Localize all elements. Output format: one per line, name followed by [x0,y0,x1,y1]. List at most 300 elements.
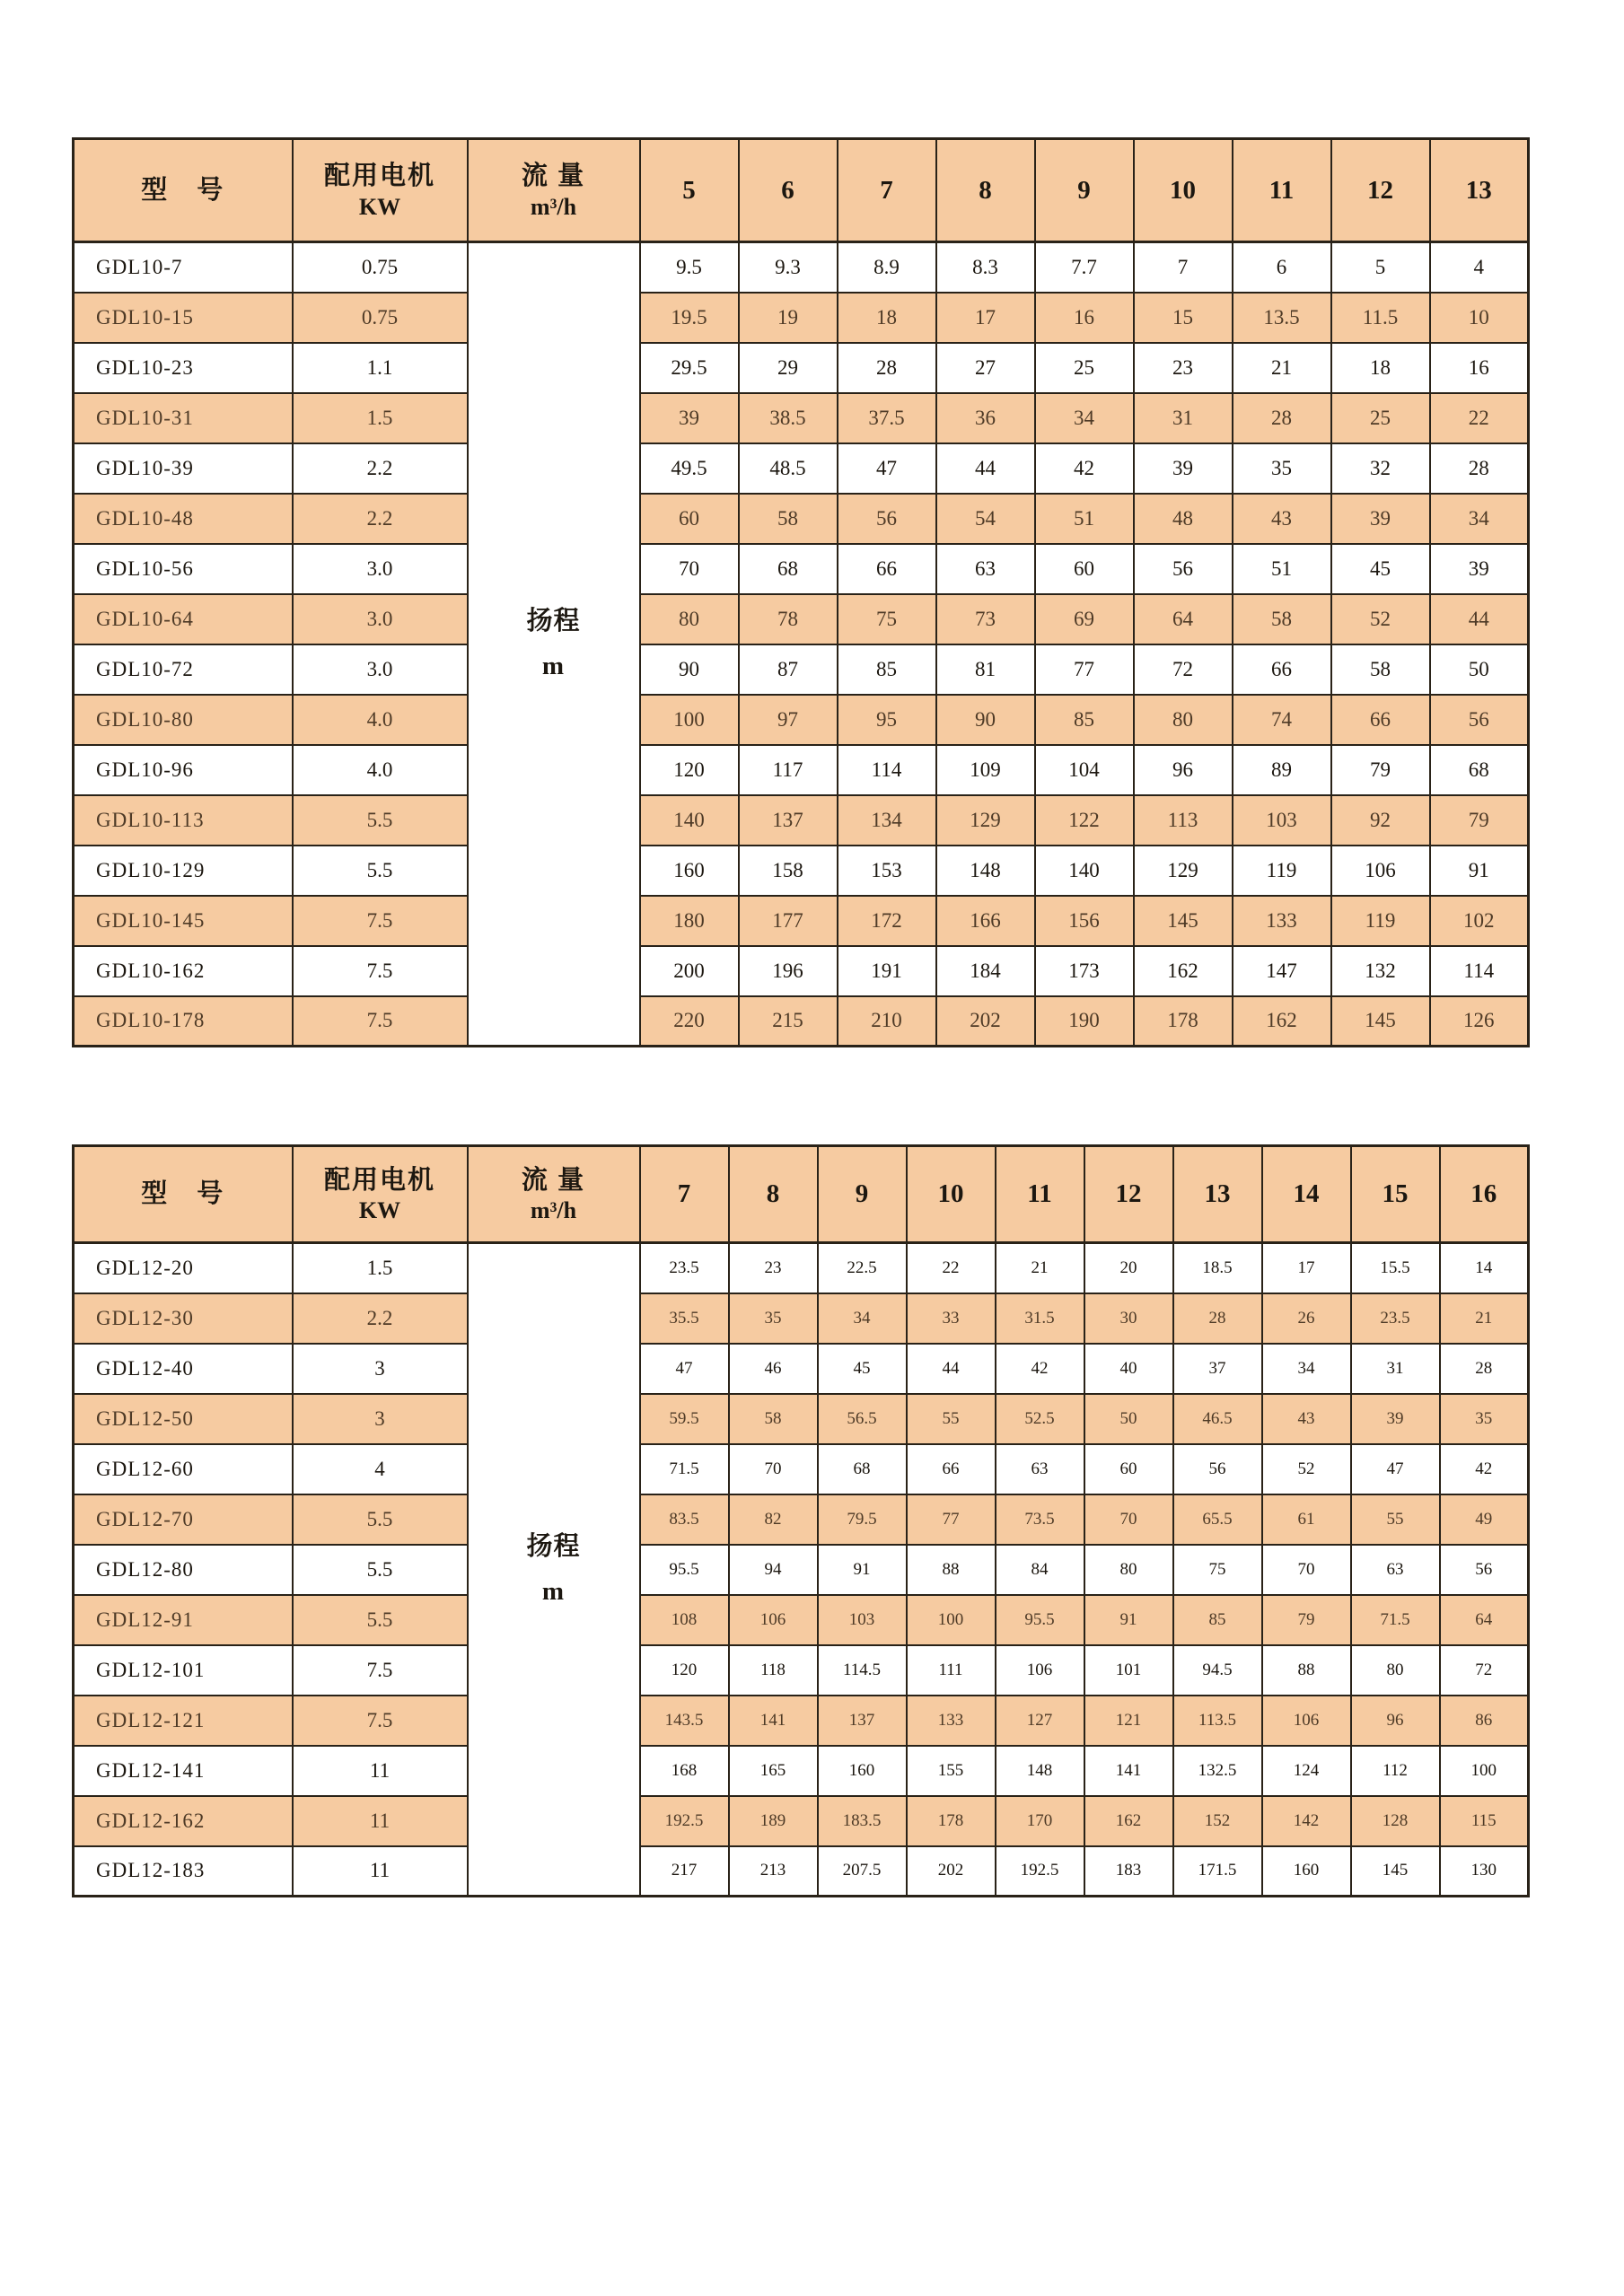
value-cell: 39 [1430,544,1529,594]
value-cell: 121 [1084,1696,1173,1746]
value-cell: 64 [1134,594,1233,644]
value-cell: 189 [729,1796,818,1846]
model-cell: GDL12-50 [74,1394,293,1444]
value-cell: 72 [1440,1645,1529,1696]
model-cell: GDL10-7 [74,242,293,293]
value-cell: 75 [1173,1545,1262,1595]
value-cell: 215 [739,996,838,1047]
value-cell: 141 [1084,1746,1173,1796]
table-row [74,1344,1529,1394]
flow-header-label: 流 量 [521,1165,586,1195]
flow-value-header: 9 [818,1146,907,1243]
model-cell: GDL10-113 [74,795,293,846]
value-cell: 35 [729,1293,818,1344]
value-cell: 68 [818,1444,907,1494]
value-cell: 17 [1262,1243,1351,1293]
value-cell: 35 [1233,443,1331,494]
value-cell: 34 [1430,494,1529,544]
value-cell: 70 [729,1444,818,1494]
value-cell: 106 [1262,1696,1351,1746]
value-cell: 92 [1331,795,1430,846]
model-column-header [74,1146,293,1243]
table-row [74,644,1529,695]
kw-cell: 1.5 [293,1243,468,1293]
value-cell: 72 [1134,644,1233,695]
gdl10-table-body [74,242,1529,1047]
value-cell: 9.5 [640,242,739,293]
value-cell: 119 [1233,846,1331,896]
value-cell: 39 [1134,443,1233,494]
value-cell: 104 [1035,745,1134,795]
kw-cell: 4 [293,1444,468,1494]
value-cell: 42 [1035,443,1134,494]
value-cell: 73 [936,594,1035,644]
value-cell: 34 [1035,393,1134,443]
kw-cell: 3.0 [293,544,468,594]
model-cell: GDL12-101 [74,1645,293,1696]
value-cell: 148 [996,1746,1084,1796]
table-row [74,946,1529,996]
value-cell: 160 [1262,1846,1351,1897]
value-cell: 80 [640,594,739,644]
flow-value-header: 8 [936,139,1035,242]
value-cell: 16 [1035,293,1134,343]
value-cell: 66 [1331,695,1430,745]
value-cell: 56 [1134,544,1233,594]
value-cell: 39 [1351,1394,1440,1444]
value-cell: 178 [907,1796,996,1846]
value-cell: 6 [1233,242,1331,293]
value-cell: 147 [1233,946,1331,996]
value-cell: 77 [907,1494,996,1545]
value-cell: 18.5 [1173,1243,1262,1293]
value-cell: 23 [1134,343,1233,393]
motor-column-header [293,1146,468,1243]
value-cell: 52 [1331,594,1430,644]
value-cell: 91 [818,1545,907,1595]
value-cell: 141 [729,1696,818,1746]
value-cell: 55 [1351,1494,1440,1545]
value-cell: 22 [907,1243,996,1293]
value-cell: 46.5 [1173,1394,1262,1444]
value-cell: 8.9 [838,242,936,293]
gdl12-table-body [74,1243,1529,1897]
table-row [74,896,1529,946]
value-cell: 21 [996,1243,1084,1293]
flow-value-header: 12 [1084,1146,1173,1243]
value-cell: 32 [1331,443,1430,494]
model-cell: GDL12-60 [74,1444,293,1494]
value-cell: 78 [739,594,838,644]
kw-cell: 2.2 [293,1293,468,1344]
value-cell: 202 [907,1846,996,1897]
value-cell: 180 [640,896,739,946]
value-cell: 113.5 [1173,1696,1262,1746]
table-row [74,594,1529,644]
value-cell: 49 [1440,1494,1529,1545]
value-cell: 173 [1035,946,1134,996]
value-cell: 120 [640,1645,729,1696]
value-cell: 58 [1233,594,1331,644]
flow-value-header: 10 [1134,139,1233,242]
value-cell: 11.5 [1331,293,1430,343]
value-cell: 108 [640,1595,729,1645]
value-cell: 85 [1173,1595,1262,1645]
value-cell: 158 [739,846,838,896]
value-cell: 148 [936,846,1035,896]
model-cell: GDL12-40 [74,1344,293,1394]
value-cell: 28 [838,343,936,393]
value-cell: 191 [838,946,936,996]
kw-cell: 7.5 [293,1645,468,1696]
model-cell: GDL12-162 [74,1796,293,1846]
value-cell: 145 [1134,896,1233,946]
value-cell: 7.7 [1035,242,1134,293]
value-cell: 7 [1134,242,1233,293]
value-cell: 102 [1430,896,1529,946]
value-cell: 70 [640,544,739,594]
table-row [74,1796,1529,1846]
value-cell: 51 [1035,494,1134,544]
value-cell: 74 [1233,695,1331,745]
kw-cell: 4.0 [293,745,468,795]
value-cell: 25 [1035,343,1134,393]
kw-cell: 5.5 [293,795,468,846]
value-cell: 133 [1233,896,1331,946]
table-row [74,996,1529,1047]
value-cell: 114.5 [818,1645,907,1696]
value-cell: 77 [1035,644,1134,695]
value-cell: 65.5 [1173,1494,1262,1545]
value-cell: 8.3 [936,242,1035,293]
value-cell: 56 [1173,1444,1262,1494]
value-cell: 35 [1440,1394,1529,1444]
value-cell: 87 [739,644,838,695]
value-cell: 47 [1351,1444,1440,1494]
value-cell: 70 [1084,1494,1173,1545]
value-cell: 19 [739,293,838,343]
value-cell: 115 [1440,1796,1529,1846]
value-cell: 15 [1134,293,1233,343]
value-cell: 160 [818,1746,907,1796]
model-cell: GDL12-121 [74,1696,293,1746]
table-row [74,1746,1529,1796]
kw-cell: 11 [293,1746,468,1796]
value-cell: 183.5 [818,1796,907,1846]
value-cell: 35.5 [640,1293,729,1344]
model-column-header [74,139,293,242]
value-cell: 43 [1262,1394,1351,1444]
value-cell: 23 [729,1243,818,1293]
flow-header-unit: m³/h [530,1197,577,1224]
value-cell: 162 [1233,996,1331,1047]
value-cell: 47 [838,443,936,494]
model-cell: GDL10-48 [74,494,293,544]
table-row [74,293,1529,343]
value-cell: 52 [1262,1444,1351,1494]
value-cell: 21 [1440,1293,1529,1344]
value-cell: 63 [1351,1545,1440,1595]
value-cell: 83.5 [640,1494,729,1545]
value-cell: 129 [936,795,1035,846]
value-cell: 109 [936,745,1035,795]
motor-header-unit: KW [358,1197,401,1224]
value-cell: 155 [907,1746,996,1796]
value-cell: 88 [1262,1645,1351,1696]
value-cell: 143.5 [640,1696,729,1746]
lift-label-cell: 扬程 m [468,242,640,1047]
value-cell: 18 [838,293,936,343]
value-cell: 46 [729,1344,818,1394]
table-row [74,393,1529,443]
value-cell: 43 [1233,494,1331,544]
model-cell: GDL10-31 [74,393,293,443]
value-cell: 66 [1233,644,1331,695]
value-cell: 124 [1262,1746,1351,1796]
flow-column-header [468,1146,640,1243]
model-cell: GDL10-178 [74,996,293,1047]
value-cell: 28 [1173,1293,1262,1344]
gdl12-spec-table [72,1144,1530,1897]
value-cell: 170 [996,1796,1084,1846]
value-cell: 145 [1331,996,1430,1047]
flow-value-header: 6 [739,139,838,242]
value-cell: 60 [640,494,739,544]
value-cell: 26 [1262,1293,1351,1344]
value-cell: 103 [818,1595,907,1645]
value-cell: 39 [640,393,739,443]
value-cell: 114 [1430,946,1529,996]
value-cell: 63 [996,1444,1084,1494]
value-cell: 134 [838,795,936,846]
value-cell: 86 [1440,1696,1529,1746]
kw-cell: 7.5 [293,946,468,996]
kw-cell: 5.5 [293,846,468,896]
table-row [74,1545,1529,1595]
value-cell: 48.5 [739,443,838,494]
kw-cell: 7.5 [293,996,468,1047]
value-cell: 52.5 [996,1394,1084,1444]
value-cell: 112 [1351,1746,1440,1796]
value-cell: 22.5 [818,1243,907,1293]
value-cell: 14 [1440,1243,1529,1293]
value-cell: 9.3 [739,242,838,293]
value-cell: 137 [818,1696,907,1746]
value-cell: 190 [1035,996,1134,1047]
value-cell: 68 [739,544,838,594]
model-cell: GDL12-183 [74,1846,293,1897]
value-cell: 140 [1035,846,1134,896]
value-cell: 44 [936,443,1035,494]
value-cell: 213 [729,1846,818,1897]
value-cell: 85 [838,644,936,695]
value-cell: 97 [739,695,838,745]
value-cell: 64 [1440,1595,1529,1645]
kw-cell: 5.5 [293,1494,468,1545]
value-cell: 207.5 [818,1846,907,1897]
model-cell: GDL10-129 [74,846,293,896]
flow-header-label: 流 量 [521,162,586,191]
value-cell: 66 [907,1444,996,1494]
value-cell: 145 [1351,1846,1440,1897]
value-cell: 54 [936,494,1035,544]
value-cell: 23.5 [640,1243,729,1293]
value-cell: 177 [739,896,838,946]
value-cell: 137 [739,795,838,846]
value-cell: 184 [936,946,1035,996]
value-cell: 28 [1233,393,1331,443]
value-cell: 28 [1430,443,1529,494]
value-cell: 120 [640,745,739,795]
table-row [74,1293,1529,1344]
kw-cell: 3.0 [293,644,468,695]
gdl10-spec-table [72,137,1530,1047]
value-cell: 38.5 [739,393,838,443]
value-cell: 114 [838,745,936,795]
value-cell: 25 [1331,393,1430,443]
value-cell: 73.5 [996,1494,1084,1545]
value-cell: 45 [1331,544,1430,594]
flow-value-header: 11 [1233,139,1331,242]
value-cell: 42 [1440,1444,1529,1494]
value-cell: 81 [936,644,1035,695]
value-cell: 58 [1331,644,1430,695]
model-cell: GDL12-141 [74,1746,293,1796]
motor-header-unit: KW [358,193,401,220]
value-cell: 58 [729,1394,818,1444]
value-cell: 162 [1084,1796,1173,1846]
value-cell: 95.5 [996,1595,1084,1645]
value-cell: 37.5 [838,393,936,443]
table-row [74,1696,1529,1746]
motor-header-label: 配用电机 [323,162,435,191]
value-cell: 106 [996,1645,1084,1696]
value-cell: 100 [640,695,739,745]
flow-column-header [468,139,640,242]
value-cell: 220 [640,996,739,1047]
value-cell: 118 [729,1645,818,1696]
value-cell: 128 [1351,1796,1440,1846]
value-cell: 44 [907,1344,996,1394]
model-cell: GDL10-56 [74,544,293,594]
model-cell: GDL12-70 [74,1494,293,1545]
value-cell: 47 [640,1344,729,1394]
value-cell: 95 [838,695,936,745]
table-row [74,1645,1529,1696]
value-cell: 101 [1084,1645,1173,1696]
value-cell: 127 [996,1696,1084,1746]
table-row [74,1846,1529,1897]
value-cell: 56.5 [818,1394,907,1444]
value-cell: 200 [640,946,739,996]
model-cell: GDL10-145 [74,896,293,946]
value-cell: 142 [1262,1796,1351,1846]
value-cell: 61 [1262,1494,1351,1545]
value-cell: 91 [1084,1595,1173,1645]
value-cell: 80 [1351,1645,1440,1696]
value-cell: 100 [907,1595,996,1645]
model-header-label: 型 号 [141,1179,225,1209]
value-cell: 27 [936,343,1035,393]
flow-value-header: 15 [1351,1146,1440,1243]
value-cell: 71.5 [640,1444,729,1494]
value-cell: 58 [739,494,838,544]
value-cell: 160 [640,846,739,896]
flow-header-unit: m³/h [530,193,577,220]
value-cell: 59.5 [640,1394,729,1444]
value-cell: 126 [1430,996,1529,1047]
value-cell: 117 [739,745,838,795]
value-cell: 69 [1035,594,1134,644]
value-cell: 84 [996,1545,1084,1595]
value-cell: 79 [1262,1595,1351,1645]
value-cell: 85 [1035,695,1134,745]
value-cell: 95.5 [640,1545,729,1595]
value-cell: 172 [838,896,936,946]
table-row [74,1494,1529,1545]
flow-value-header: 7 [640,1146,729,1243]
value-cell: 90 [640,644,739,695]
kw-cell: 3.0 [293,594,468,644]
table-row [74,443,1529,494]
value-cell: 29 [739,343,838,393]
value-cell: 21 [1233,343,1331,393]
value-cell: 60 [1035,544,1134,594]
value-cell: 113 [1134,795,1233,846]
value-cell: 31.5 [996,1293,1084,1344]
flow-value-header: 14 [1262,1146,1351,1243]
value-cell: 183 [1084,1846,1173,1897]
value-cell: 202 [936,996,1035,1047]
value-cell: 4 [1430,242,1529,293]
table-row [74,494,1529,544]
value-cell: 82 [729,1494,818,1545]
value-cell: 34 [1262,1344,1351,1394]
kw-cell: 5.5 [293,1545,468,1595]
value-cell: 36 [936,393,1035,443]
value-cell: 60 [1084,1444,1173,1494]
kw-cell: 0.75 [293,293,468,343]
value-cell: 96 [1134,745,1233,795]
value-cell: 94 [729,1545,818,1595]
flow-value-header: 5 [640,139,739,242]
model-cell: GDL10-15 [74,293,293,343]
value-cell: 56 [1440,1545,1529,1595]
model-cell: GDL10-23 [74,343,293,393]
value-cell: 33 [907,1293,996,1344]
table-row [74,343,1529,393]
model-cell: GDL10-72 [74,644,293,695]
value-cell: 80 [1134,695,1233,745]
value-cell: 29.5 [640,343,739,393]
table-row [74,695,1529,745]
model-cell: GDL10-39 [74,443,293,494]
value-cell: 132 [1331,946,1430,996]
value-cell: 119 [1331,896,1430,946]
flow-value-header: 13 [1430,139,1529,242]
model-cell: GDL12-91 [74,1595,293,1645]
value-cell: 75 [838,594,936,644]
value-cell: 111 [907,1645,996,1696]
value-cell: 20 [1084,1243,1173,1293]
table-row [74,795,1529,846]
value-cell: 80 [1084,1545,1173,1595]
value-cell: 96 [1351,1696,1440,1746]
flow-value-header: 16 [1440,1146,1529,1243]
value-cell: 68 [1430,745,1529,795]
value-cell: 166 [936,896,1035,946]
value-cell: 122 [1035,795,1134,846]
